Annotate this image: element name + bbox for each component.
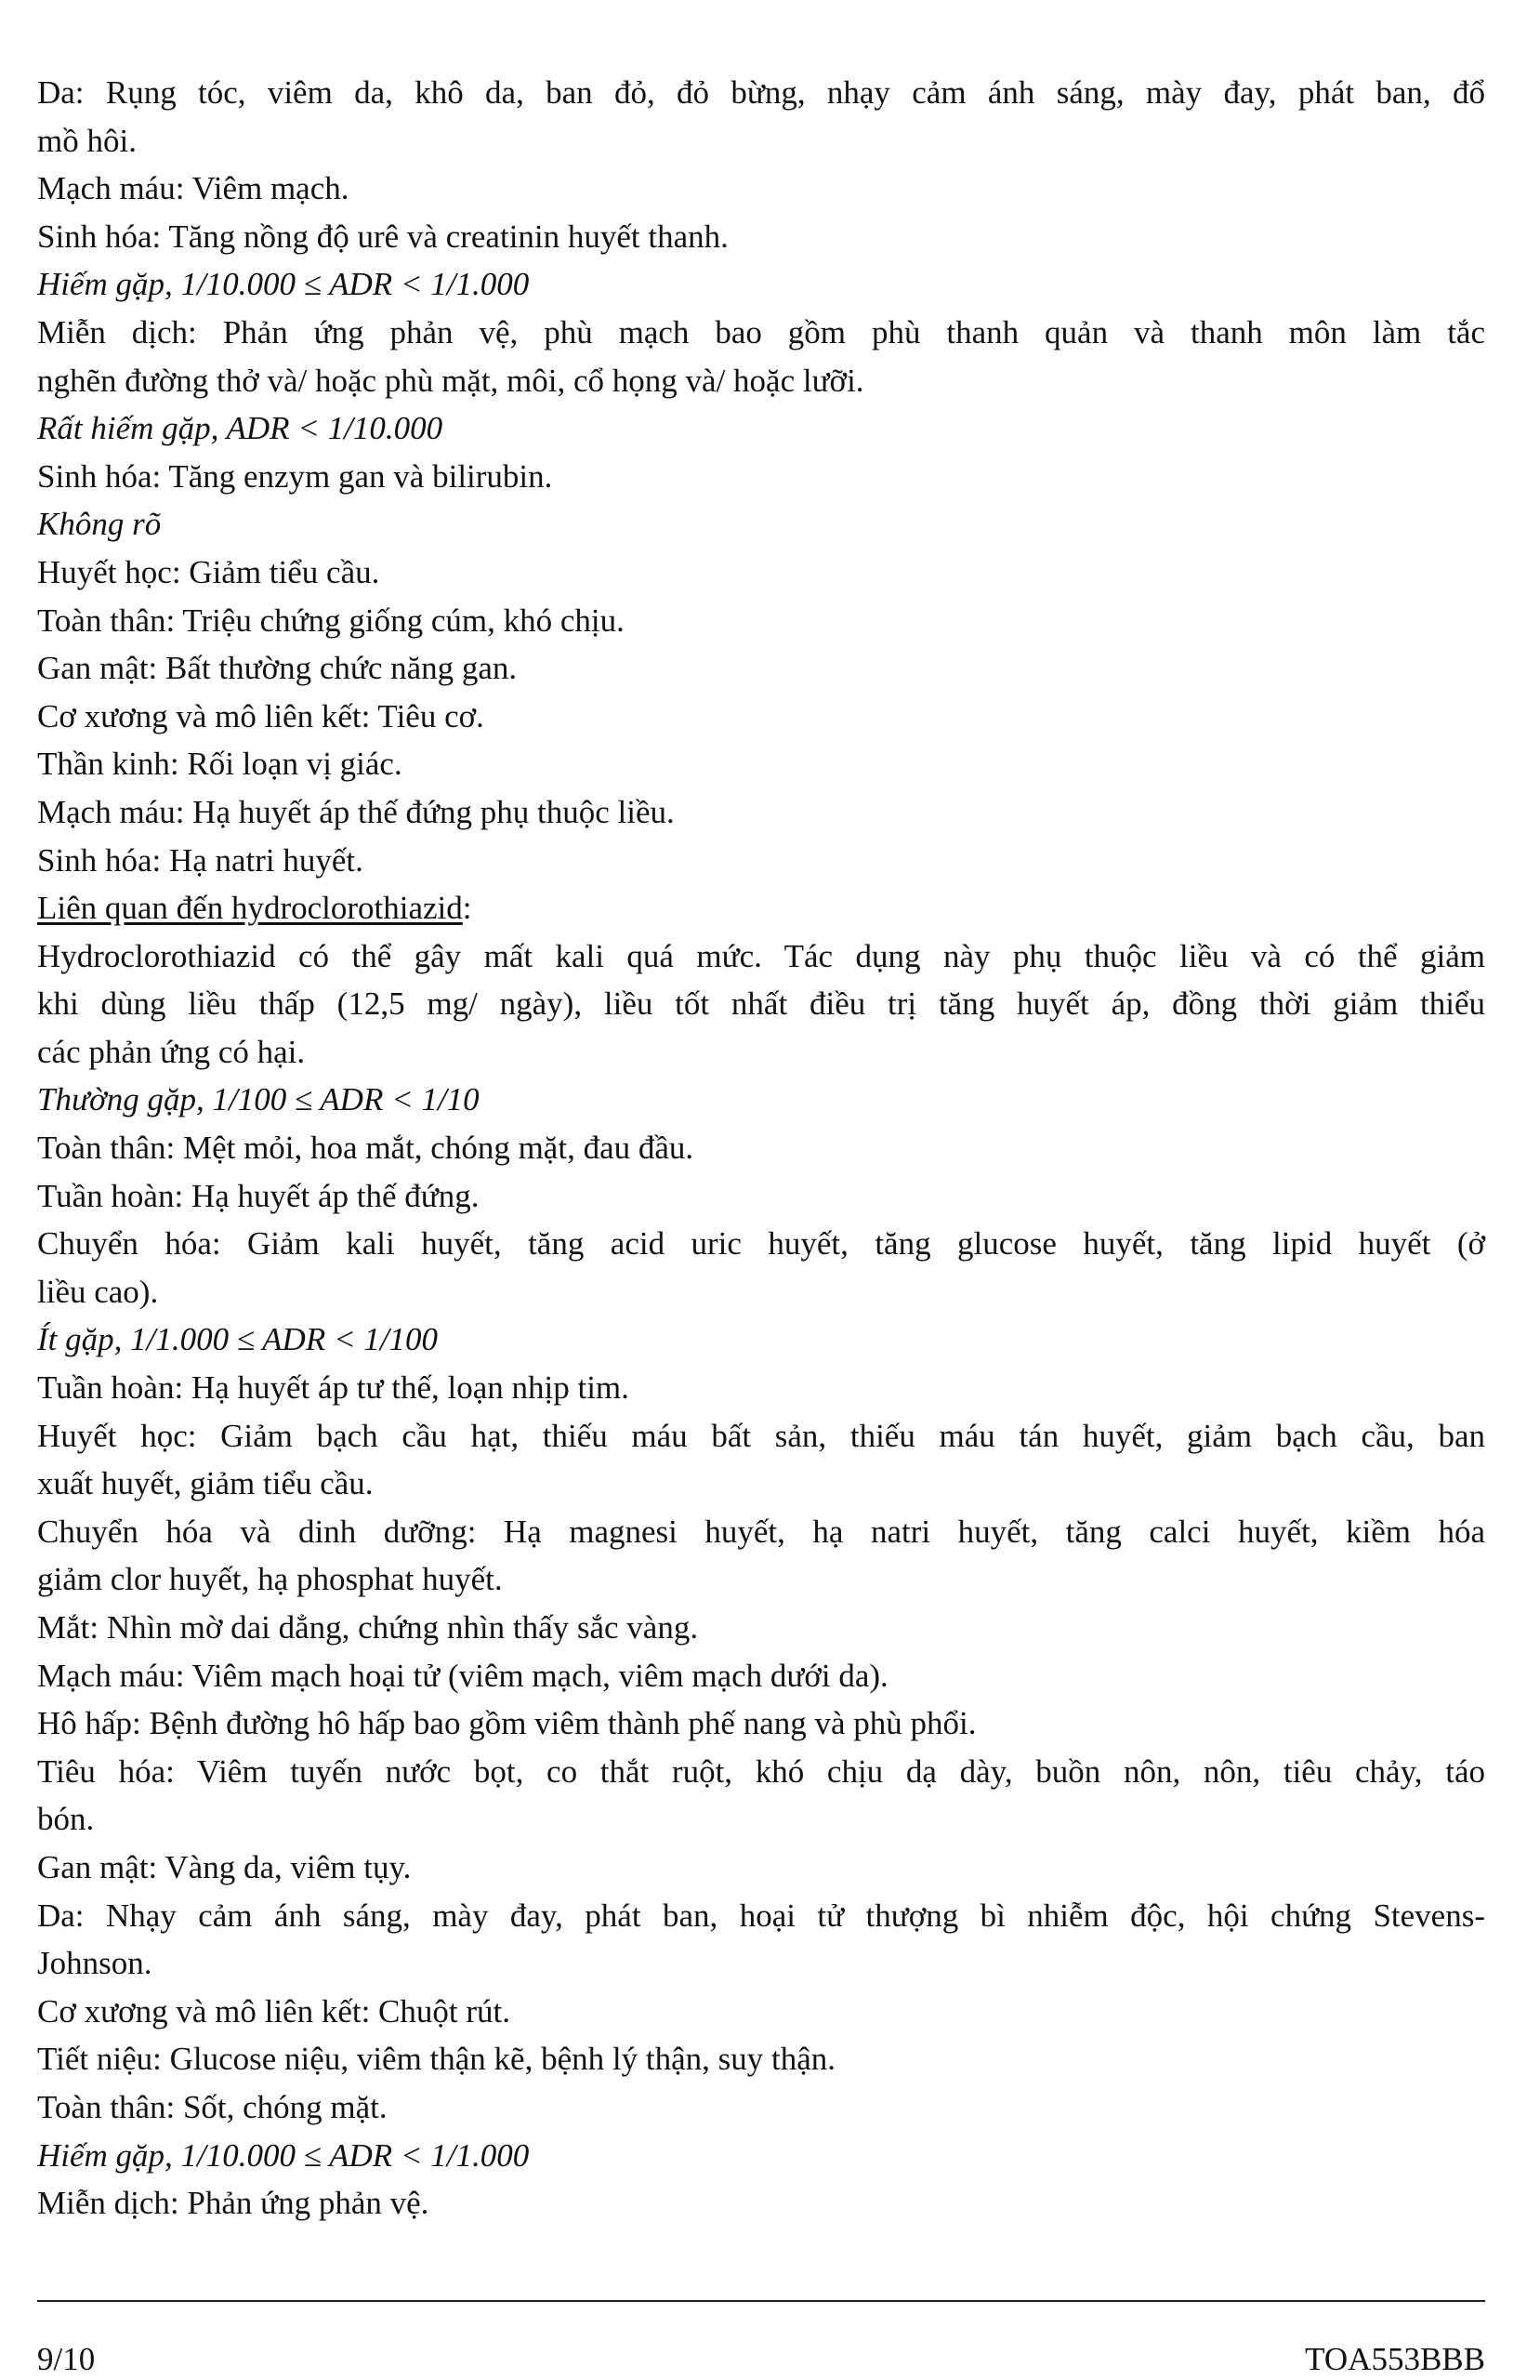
text-line: Sinh hóa: Tăng enzym gan và bilirubin. [37, 457, 553, 495]
text-line: mồ hôi. [37, 122, 137, 159]
text-line: Sinh hóa: Tăng nồng độ urê và creatinin huyết thanh. [37, 218, 729, 255]
text-line: Mắt: Nhìn mờ dai dẳng, chứng nhìn thấy sắc vàng. [37, 1609, 699, 1646]
text-line: Johnson. [37, 1945, 152, 1982]
text-line: Da: Nhạy cảm ánh sáng, mày đay, phát ban, hoại tử thượng bì nhiễm độc, hội chứng Stevens- [37, 1897, 1485, 1934]
text-line: Gan mật: Vàng da, viêm tụy. [37, 1848, 412, 1885]
text-line: Tiết niệu: Glucose niệu, viêm thận kẽ, bệnh lý thận, suy thận. [37, 2041, 836, 2078]
text-line: Hydroclorothiazid có thể gây mất kali quá mức. Tác dụng này phụ thuộc liều và có thể giảm [37, 937, 1485, 974]
text-line: xuất huyết, giảm tiểu cầu. [37, 1465, 374, 1502]
text-line: Chuyển hóa và dinh dưỡng: Hạ magnesi huyết, hạ natri huyết, tăng calci huyết, kiềm hóa [37, 1513, 1485, 1550]
text-line: Thần kinh: Rối loạn vị giác. [37, 746, 402, 783]
frequency-heading: Thường gặp, 1/100 ≤ ADR < 1/10 [37, 1081, 480, 1118]
text-line: Cơ xương và mô liên kết: Chuột rút. [37, 1992, 511, 2030]
text-line: nghẽn đường thở và/ hoặc phù mặt, môi, cổ họng và/ hoặc lưỡi. [37, 362, 864, 399]
frequency-heading: Rất hiếm gặp, ADR < 1/10.000 [37, 410, 443, 447]
text-line: Gan mật: Bất thường chức năng gan. [37, 650, 518, 687]
document-body [37, 69, 1485, 2228]
text-line: Toàn thân: Triệu chứng giống cúm, khó chịu. [37, 602, 625, 639]
text-line: các phản ứng có hại. [37, 1033, 306, 1070]
frequency-heading: Ít gặp, 1/1.000 ≤ ADR < 1/100 [37, 1321, 439, 1358]
text-line: Mạch máu: Viêm mạch. [37, 170, 349, 207]
text-line: khi dùng liều thấp (12,5 mg/ ngày), liều tốt nhất điều trị tăng huyết áp, đồng thời giảm thiểu [37, 985, 1485, 1023]
section-heading-colon: : [462, 890, 472, 927]
text-line: bón. [37, 1801, 95, 1838]
frequency-heading: Hiếm gặp, 1/10.000 ≤ ADR < 1/1.000 [37, 2136, 530, 2174]
text-line: Huyết học: Giảm bạch cầu hạt, thiếu máu bất sản, thiếu máu tán huyết, giảm bạch cầu, ban [37, 1417, 1485, 1454]
text-line: Chuyển hóa: Giảm kali huyết, tăng acid uric huyết, tăng glucose huyết, tăng lipid huyết (ở [37, 1225, 1485, 1263]
text-line: Da: Rụng tóc, viêm da, khô da, ban đỏ, đỏ bừng, nhạy cảm ánh sáng, mày đay, phát ban, đổ [37, 74, 1485, 111]
text-line: Huyết học: Giảm tiểu cầu. [37, 553, 380, 590]
text-line: Hô hấp: Bệnh đường hô hấp bao gồm viêm thành phế nang và phù phổi. [37, 1705, 977, 1742]
text-line: Mạch máu: Hạ huyết áp thế đứng phụ thuộc liều. [37, 793, 675, 830]
frequency-heading: Không rõ [37, 506, 162, 543]
text-line: Sinh hóa: Hạ natri huyết. [37, 841, 363, 879]
text-line: liều cao). [37, 1273, 159, 1310]
text-line: Tuần hoàn: Hạ huyết áp tư thế, loạn nhịp tim. [37, 1369, 629, 1407]
text-line: Tuần hoàn: Hạ huyết áp thế đứng. [37, 1177, 480, 1214]
text-line: Tiêu hóa: Viêm tuyến nước bọt, co thắt ruột, khó chịu dạ dày, buồn nôn, nôn, tiêu chảy, táo [37, 1752, 1485, 1790]
text-line: Toàn thân: Mệt mỏi, hoa mắt, chóng mặt, đau đầu. [37, 1130, 694, 1167]
page-number: 9/10 [37, 2341, 96, 2377]
page-footer [37, 2341, 1485, 2378]
text-line: giảm clor huyết, hạ phosphat huyết. [37, 1561, 503, 1598]
frequency-heading: Hiếm gặp, 1/10.000 ≤ ADR < 1/1.000 [37, 266, 530, 303]
section-heading: Liên quan đến hydroclorothiazid [37, 890, 463, 927]
section-heading-line [37, 884, 1485, 932]
text-line: Miễn dịch: Phản ứng phản vệ. [37, 2185, 429, 2222]
footer-divider [37, 2300, 1485, 2302]
text-line: Miễn dịch: Phản ứng phản vệ, phù mạch bao gồm phù thanh quản và thanh môn làm tắc [37, 313, 1485, 350]
document-code: TOA553BBB [1305, 2341, 1485, 2377]
text-line: Toàn thân: Sốt, chóng mặt. [37, 2088, 388, 2125]
text-line: Cơ xương và mô liên kết: Tiêu cơ. [37, 697, 484, 734]
text-line: Mạch máu: Viêm mạch hoại tử (viêm mạch, viêm mạch dưới da). [37, 1657, 888, 1694]
